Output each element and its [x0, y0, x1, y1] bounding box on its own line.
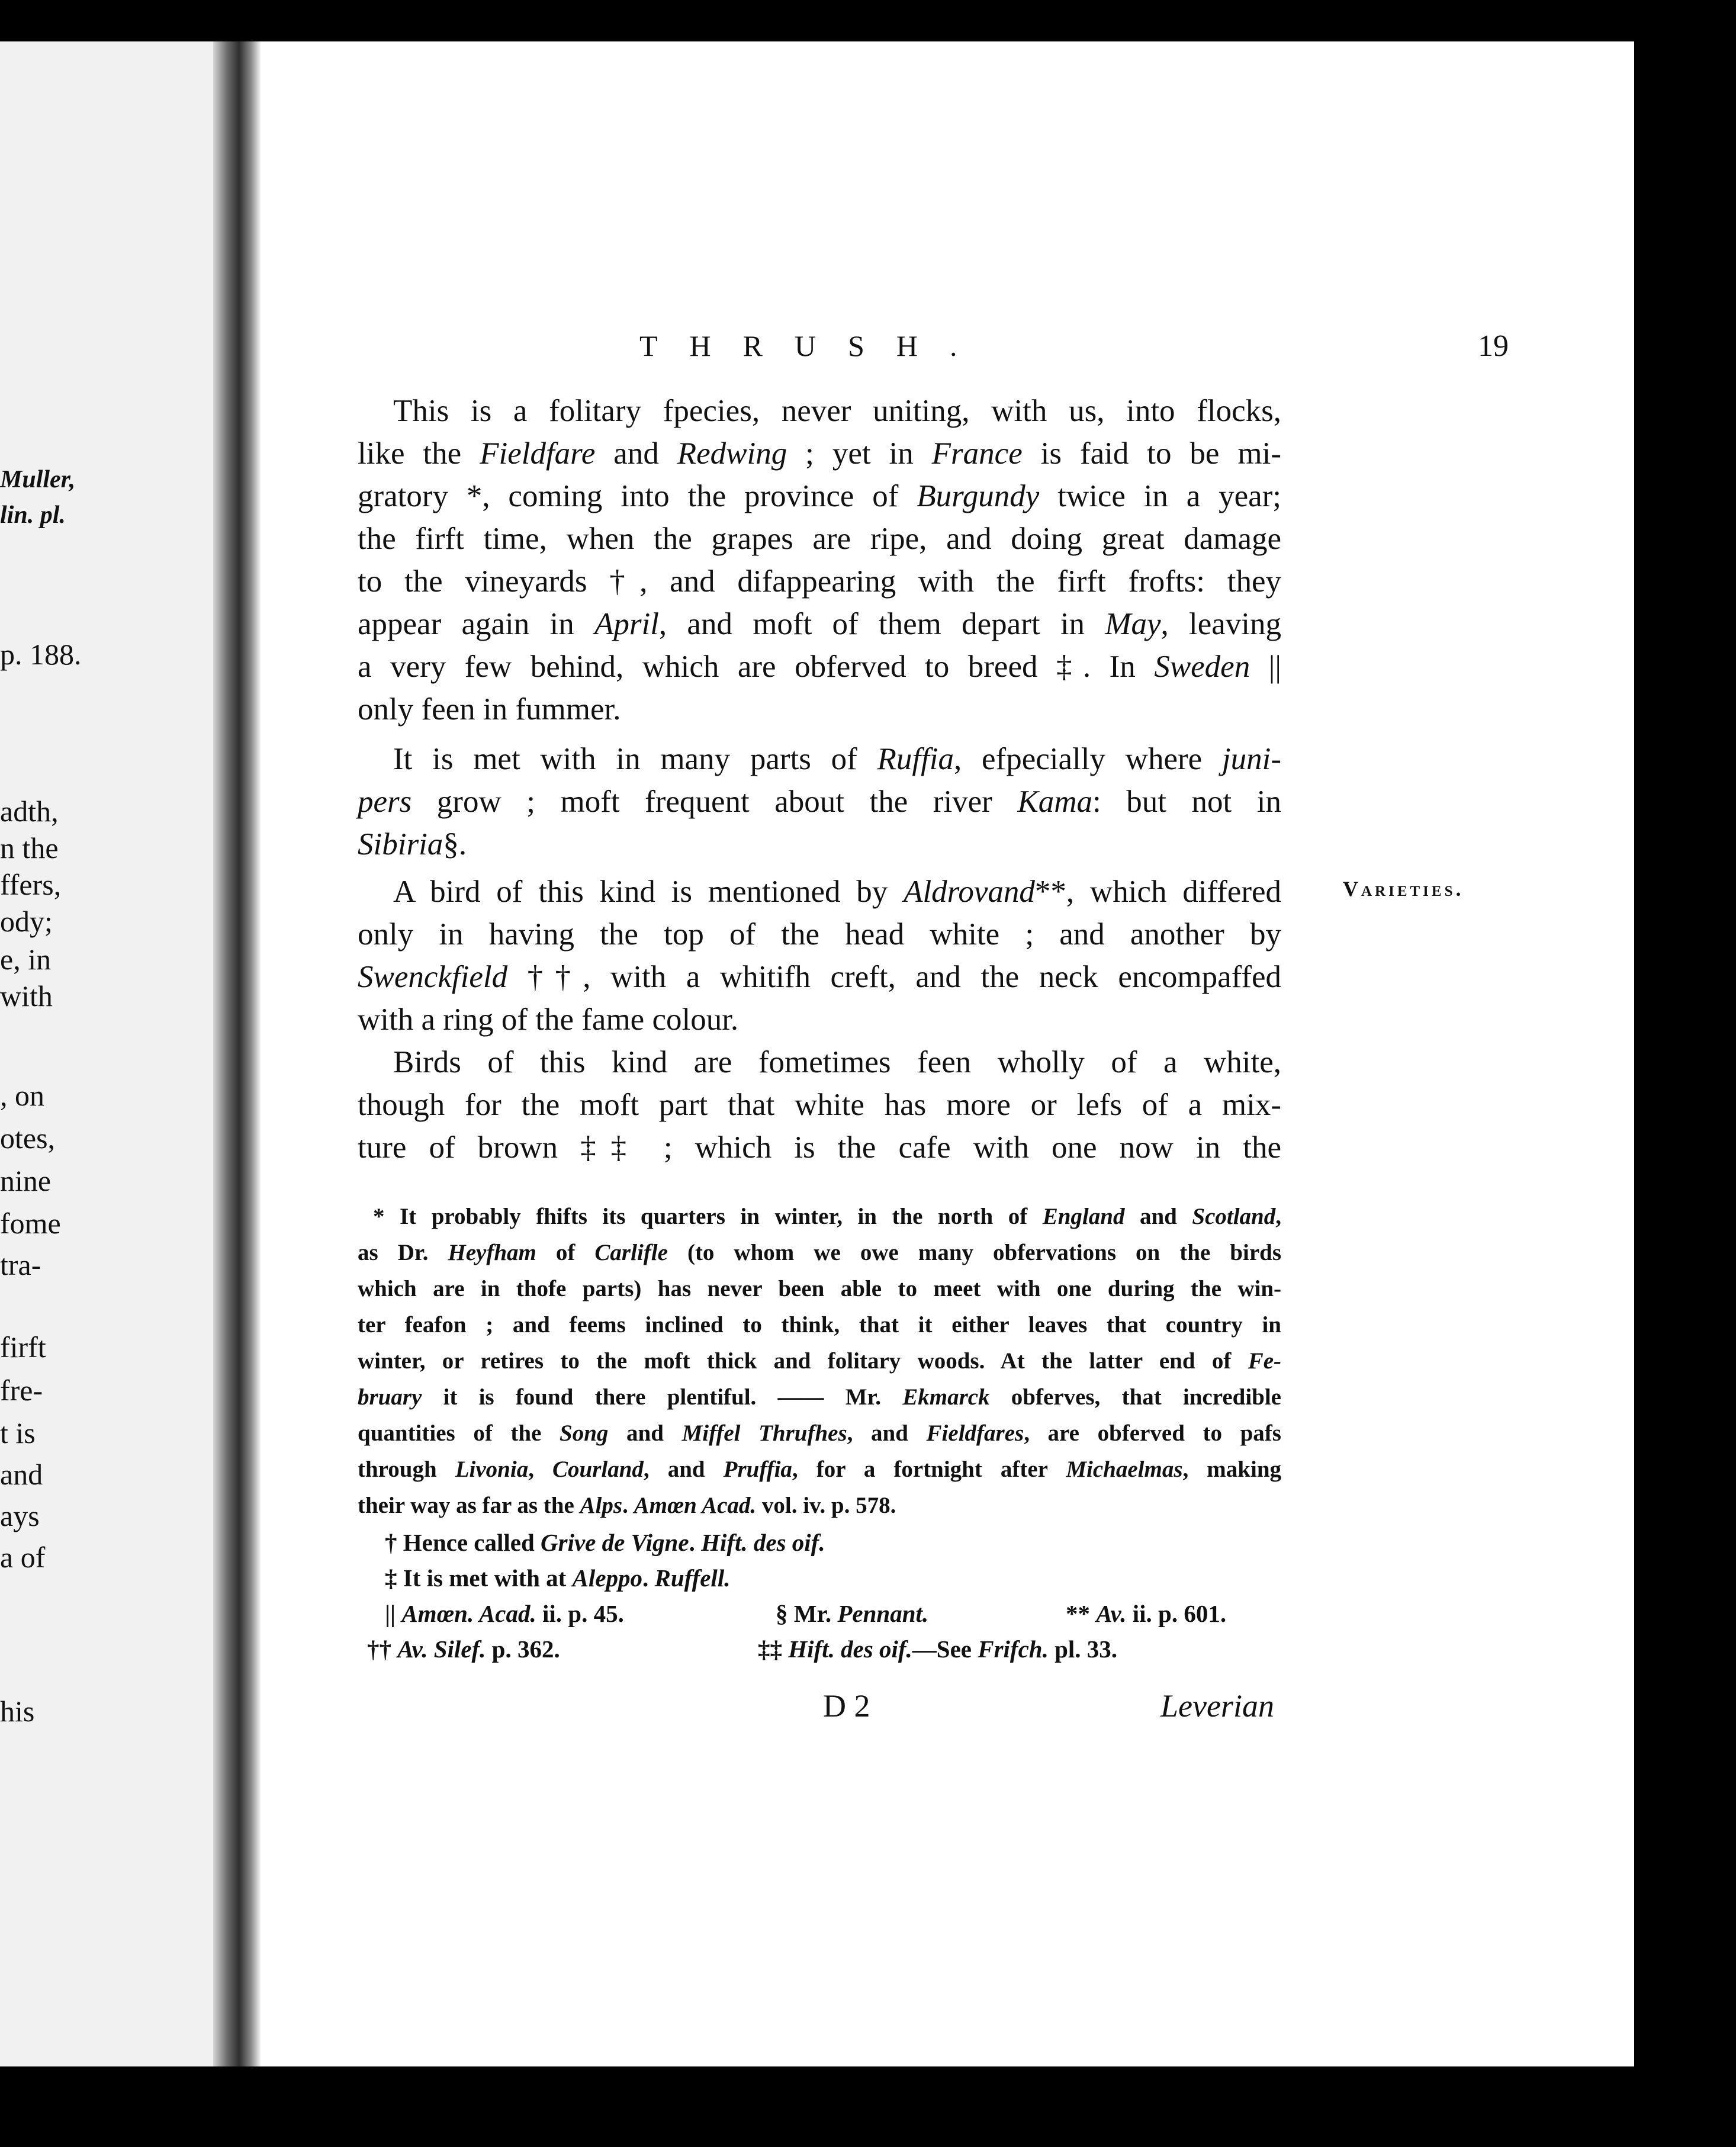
left-fragment: t is	[0, 1416, 36, 1449]
footnote-dagger: † Hence called Grive de Vigne. Hift. des oif.	[385, 1529, 825, 1556]
footnote-double-double-dagger: ‡‡ Hift. des oif.—See Frifch. pl. 33.	[758, 1635, 1118, 1663]
footnote-double-dagger: ‡ It is met with at Aleppo. Ruffell.	[385, 1564, 731, 1592]
scan-border-right	[1634, 0, 1736, 2147]
left-fragment: a of	[0, 1541, 46, 1574]
body-line: like the Fieldfare and Redwing ; yet in France is faid to be mi-	[358, 436, 1281, 471]
body-line: It is met with in many parts of Ruffia, efpecially where juni-	[393, 742, 1281, 776]
footnote-line: winter, or retires to the moft thick and folitary woods. At the latter end of Fe-	[358, 1348, 1281, 1374]
body-line: to the vineyards †, and difappearing with the firft frofts: they	[358, 564, 1281, 599]
left-fragment: firft	[0, 1330, 46, 1364]
body-line: Birds of this kind are fometimes feen wholly of a white,	[393, 1045, 1281, 1079]
footnote-double-star: ** Av. ii. p. 601.	[1066, 1600, 1227, 1627]
footnote-line: which are in thofe parts) has never been able to meet with one during the win-	[358, 1276, 1281, 1301]
book-gutter	[213, 41, 261, 2066]
footnote-line: as Dr. Heyfham of Carlifle (to whom we owe many obfervations on the birds	[358, 1240, 1282, 1265]
footnote-line: quantities of the Song and Miffel Thrufhes, and Fieldfares, are obferved to pafs	[358, 1420, 1281, 1446]
body-line: with a ring of the fame colour.	[358, 1002, 739, 1037]
footnote-line: their way as far as the Alps. Amœn Acad. vol. iv. p. 578.	[358, 1493, 896, 1518]
footnote-section: § Mr. Pennant.	[776, 1600, 929, 1627]
footnote-double-dagger-pair: †† Av. Silef. p. 362.	[367, 1635, 560, 1663]
left-fragment: , on	[0, 1079, 44, 1112]
body-line: gratory *, coming into the province of Burgundy twice in a year;	[358, 479, 1281, 513]
left-fragment: with	[0, 979, 53, 1013]
left-fragment: nine	[0, 1164, 52, 1197]
footnote-line: bruary it is found there plentiful. —— Mr. Ekmarck obferves, that incredible	[358, 1384, 1281, 1410]
left-fragment: p. 188.	[0, 638, 82, 671]
previous-page-edge	[0, 41, 243, 2066]
left-fragment: his	[0, 1695, 35, 1728]
footnote-line: through Livonia, Courland, and Pruffia, for a fortnight after Michaelmas, making	[358, 1457, 1282, 1482]
left-fragment: ffers,	[0, 868, 62, 901]
scan-border-bottom	[0, 2066, 1736, 2147]
signature-mark: D 2	[823, 1688, 870, 1724]
body-line: though for the moft part that white has more or lefs of a mix-	[358, 1088, 1281, 1122]
body-line: A bird of this kind is mentioned by Aldrovand**, which differed	[393, 875, 1281, 909]
left-fragment: tra-	[0, 1248, 41, 1281]
left-fragment: otes,	[0, 1121, 56, 1155]
left-fragment: ays	[0, 1499, 40, 1532]
catchword: Leverian	[1160, 1688, 1274, 1724]
left-fragment: lin. pl.	[0, 502, 66, 529]
body-line: only feen in fummer.	[358, 692, 621, 727]
running-title: THRUSH.	[639, 329, 989, 362]
side-note-varieties: Varieties.	[1343, 877, 1464, 901]
page-number: 19	[1478, 329, 1509, 363]
footnote-line: ter feafon ; and feems inclined to think, that it either leaves that country in	[358, 1312, 1281, 1338]
left-fragment: adth,	[0, 795, 59, 828]
body-line: a very few behind, which are obferved to breed ‡. In Sweden ||	[358, 650, 1281, 684]
body-line: This is a folitary fpecies, never uniting, with us, into flocks,	[393, 394, 1281, 428]
left-fragment: ody;	[0, 905, 53, 938]
body-line: Swenckfield ††, with a whitifh creft, and the neck encompaffed	[358, 960, 1281, 994]
left-fragment: e, in	[0, 943, 52, 976]
left-fragment: Muller,	[0, 466, 76, 493]
body-line: Sibiria§.	[358, 827, 467, 862]
left-fragment: fome	[0, 1207, 61, 1240]
footnote-line: * It probably fhifts its quarters in winter, in the north of England and Scotland,	[373, 1204, 1281, 1229]
body-line: pers grow ; moft frequent about the river Kama: but not in	[358, 785, 1281, 819]
left-fragment: fre-	[0, 1374, 43, 1407]
body-line: only in having the top of the head white ; and another by	[358, 917, 1281, 952]
body-line: appear again in April, and moft of them depart in May, leaving	[358, 607, 1281, 641]
scan-border-top	[0, 0, 1736, 41]
footnote-parallel: || Amœn. Acad. ii. p. 45.	[385, 1600, 624, 1627]
left-fragment: and	[0, 1458, 43, 1491]
body-line: ture of brown ‡‡ ; which is the cafe with one now in the	[358, 1130, 1281, 1165]
left-fragment: n the	[0, 831, 59, 864]
body-line: the firft time, when the grapes are ripe, and doing great damage	[358, 522, 1281, 556]
